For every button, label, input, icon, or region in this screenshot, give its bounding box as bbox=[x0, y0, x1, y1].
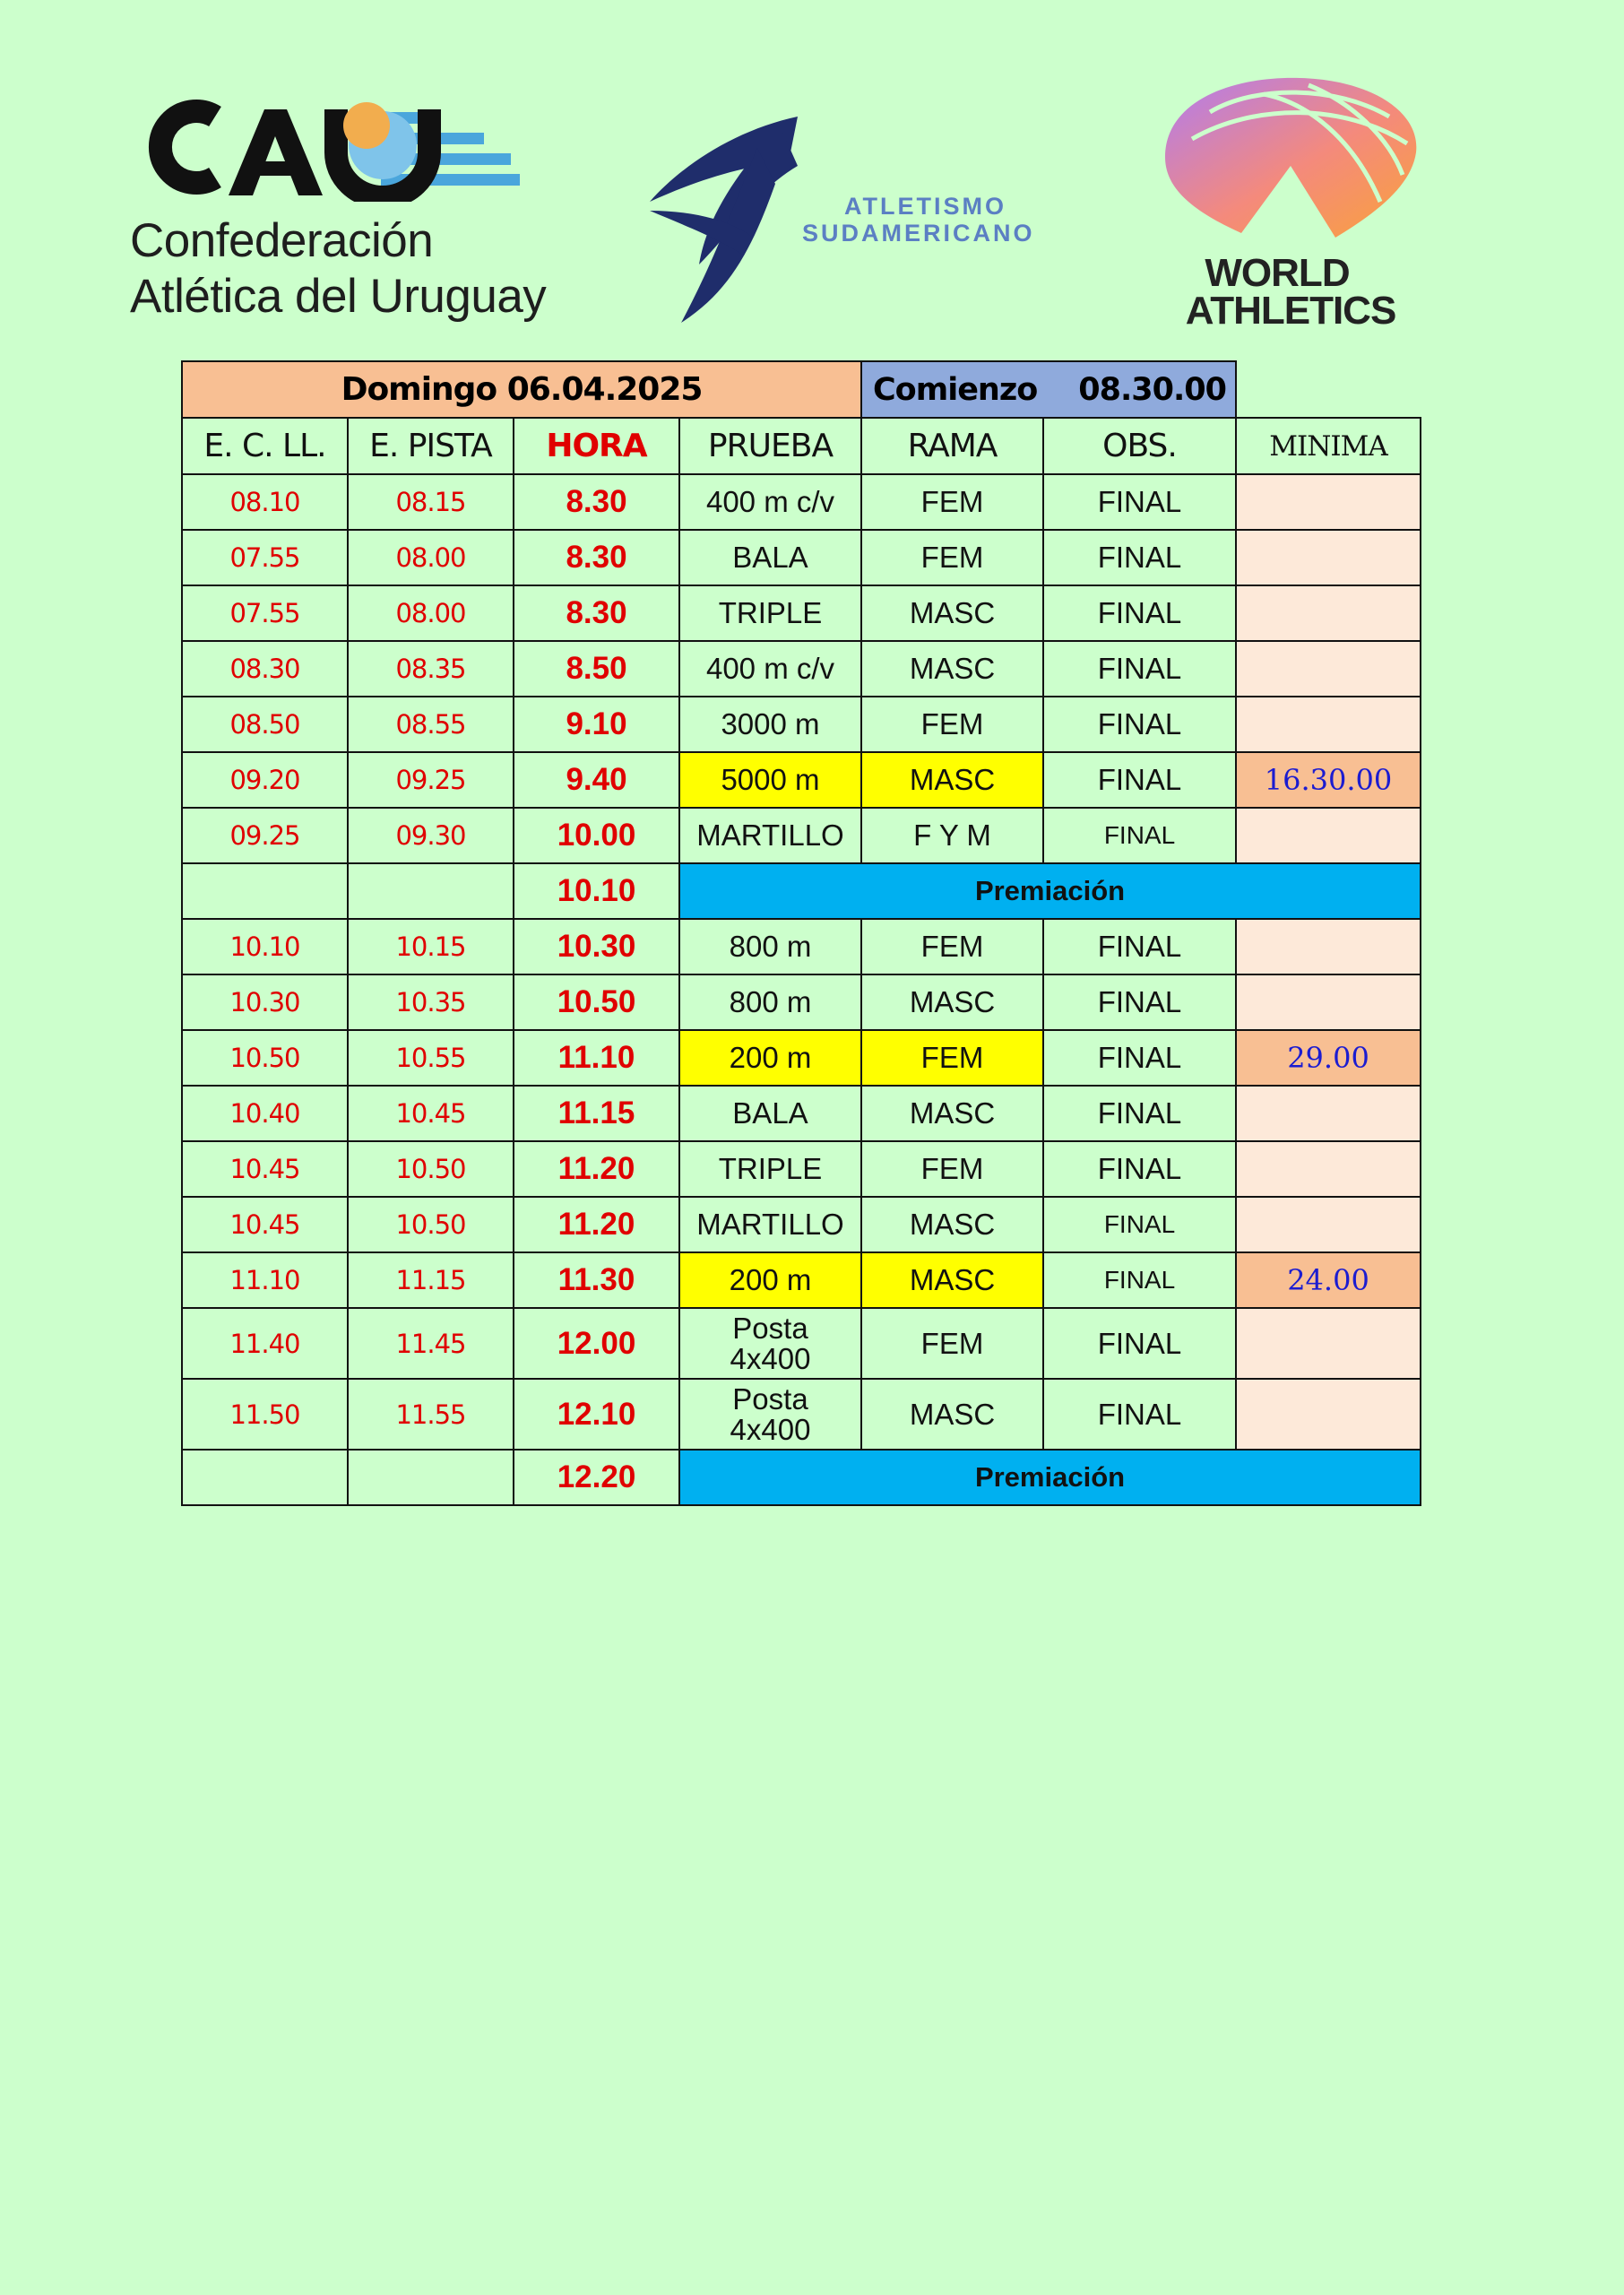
cell-epista: 08.00 bbox=[348, 530, 514, 585]
cell-ecll: 07.55 bbox=[182, 585, 348, 641]
cell-rama: MASC bbox=[861, 974, 1043, 1030]
cell-obs: FINAL bbox=[1043, 474, 1236, 530]
cell-rama: MASC bbox=[861, 1197, 1043, 1252]
cell-epista: 10.50 bbox=[348, 1197, 514, 1252]
header-row bbox=[182, 418, 1421, 474]
table-row bbox=[182, 919, 1421, 974]
cell-prueba: 200 m bbox=[679, 1252, 861, 1308]
cell-epista: 11.15 bbox=[348, 1252, 514, 1308]
table-row bbox=[182, 1086, 1421, 1141]
cell-epista: 10.15 bbox=[348, 919, 514, 974]
cell-ecll: 10.40 bbox=[182, 1086, 348, 1141]
cell-obs: FINAL bbox=[1043, 974, 1236, 1030]
cell-obs: FINAL bbox=[1043, 808, 1236, 863]
table-row bbox=[182, 697, 1421, 752]
cell-hora: 12.10 bbox=[514, 1379, 679, 1450]
cell-prueba: 800 m bbox=[679, 974, 861, 1030]
cell-minima bbox=[1236, 974, 1421, 1030]
consudatle-logo bbox=[645, 112, 1093, 327]
header-prueba: PRUEBA bbox=[679, 418, 861, 474]
cell-prueba: MARTILLO bbox=[679, 808, 861, 863]
cell-hora: 11.20 bbox=[514, 1197, 679, 1252]
cell-epista: 11.45 bbox=[348, 1308, 514, 1379]
cau-name-line1: Confederación bbox=[130, 214, 434, 267]
cell-prueba: TRIPLE bbox=[679, 585, 861, 641]
cell-rama: MASC bbox=[861, 1086, 1043, 1141]
cell-ecll: 11.10 bbox=[182, 1252, 348, 1308]
cell-hora: 10.10 bbox=[514, 863, 679, 919]
cell-minima bbox=[1236, 808, 1421, 863]
cell-epista: 09.25 bbox=[348, 752, 514, 808]
table-row bbox=[182, 1308, 1421, 1379]
cell-hora: 12.20 bbox=[514, 1450, 679, 1505]
table-row bbox=[182, 1141, 1421, 1197]
cell-epista: 08.15 bbox=[348, 474, 514, 530]
cell-obs: FINAL bbox=[1043, 585, 1236, 641]
cell-prueba: BALA bbox=[679, 1086, 861, 1141]
cell-hora: 11.10 bbox=[514, 1030, 679, 1086]
cell-ecll: 10.45 bbox=[182, 1141, 348, 1197]
cell-epista: 10.45 bbox=[348, 1086, 514, 1141]
title-row bbox=[182, 361, 1421, 418]
cell-prueba: Posta 4x400 bbox=[679, 1308, 861, 1379]
cell-obs: FINAL bbox=[1043, 1252, 1236, 1308]
cell-minima bbox=[1236, 530, 1421, 585]
cell-prueba: MARTILLO bbox=[679, 1197, 861, 1252]
cell-minima bbox=[1236, 1086, 1421, 1141]
world-athletics-text-line2: ATHLETICS bbox=[1185, 289, 1396, 333]
table-row bbox=[182, 1379, 1421, 1450]
cell-obs: FINAL bbox=[1043, 1308, 1236, 1379]
header-hora: HORA bbox=[514, 418, 679, 474]
cell-ecll: 11.50 bbox=[182, 1379, 348, 1450]
cell-obs: FINAL bbox=[1043, 1086, 1236, 1141]
cell-minima bbox=[1236, 474, 1421, 530]
cell-rama: F Y M bbox=[861, 808, 1043, 863]
cell-obs: FINAL bbox=[1043, 1030, 1236, 1086]
cell-minima bbox=[1236, 1141, 1421, 1197]
cell-ecll: 08.10 bbox=[182, 474, 348, 530]
cell-rama: FEM bbox=[861, 1308, 1043, 1379]
cau-name-line2: Atlética del Uruguay bbox=[130, 270, 547, 323]
schedule-table bbox=[181, 360, 1421, 1506]
cell-epista bbox=[348, 863, 514, 919]
cell-rama: MASC bbox=[861, 1379, 1043, 1450]
cell-rama: FEM bbox=[861, 697, 1043, 752]
start-time: 08.30.00 bbox=[1078, 371, 1226, 408]
cell-minima bbox=[1236, 1308, 1421, 1379]
cell-hora: 12.00 bbox=[514, 1308, 679, 1379]
cell-epista: 10.35 bbox=[348, 974, 514, 1030]
cell-minima: 24.00 bbox=[1236, 1252, 1421, 1308]
cell-hora: 8.30 bbox=[514, 474, 679, 530]
cell-obs: FINAL bbox=[1043, 919, 1236, 974]
header-obs: OBS. bbox=[1043, 418, 1236, 474]
table-row bbox=[182, 974, 1421, 1030]
table-row bbox=[182, 1197, 1421, 1252]
title-empty-cell bbox=[1236, 361, 1421, 418]
cell-prueba: 5000 m bbox=[679, 752, 861, 808]
cell-rama: FEM bbox=[861, 1030, 1043, 1086]
cell-epista: 08.35 bbox=[348, 641, 514, 697]
cell-ecll: 11.40 bbox=[182, 1308, 348, 1379]
cell-obs: FINAL bbox=[1043, 641, 1236, 697]
table-row bbox=[182, 585, 1421, 641]
cell-epista: 08.55 bbox=[348, 697, 514, 752]
table-row bbox=[182, 1030, 1421, 1086]
cell-rama: MASC bbox=[861, 1252, 1043, 1308]
cell-ecll: 10.30 bbox=[182, 974, 348, 1030]
world-athletics-text-line1: WORLD bbox=[1205, 251, 1350, 295]
cell-rama: MASC bbox=[861, 585, 1043, 641]
cell-ecll: 08.50 bbox=[182, 697, 348, 752]
header-ecll: E. C. LL. bbox=[182, 418, 348, 474]
world-athletics-logo bbox=[1156, 76, 1425, 336]
cell-minima bbox=[1236, 697, 1421, 752]
cell-ecll bbox=[182, 863, 348, 919]
cell-epista bbox=[348, 1450, 514, 1505]
cau-wordmark-icon bbox=[130, 90, 542, 202]
cell-epista: 08.00 bbox=[348, 585, 514, 641]
table-row bbox=[182, 1252, 1421, 1308]
cell-epista: 11.55 bbox=[348, 1379, 514, 1450]
cell-award: Premiación bbox=[679, 1450, 1421, 1505]
cell-ecll: 07.55 bbox=[182, 530, 348, 585]
cell-rama: MASC bbox=[861, 641, 1043, 697]
cell-hora: 8.30 bbox=[514, 530, 679, 585]
cell-hora: 10.00 bbox=[514, 808, 679, 863]
consudatle-text-line2: SUDAMERICANO bbox=[802, 220, 1035, 247]
cell-obs: FINAL bbox=[1043, 1197, 1236, 1252]
cell-rama: FEM bbox=[861, 1141, 1043, 1197]
header-epista: E. PISTA bbox=[348, 418, 514, 474]
cell-hora: 11.20 bbox=[514, 1141, 679, 1197]
cell-obs: FINAL bbox=[1043, 530, 1236, 585]
cell-minima bbox=[1236, 641, 1421, 697]
cell-rama: FEM bbox=[861, 530, 1043, 585]
cell-ecll: 10.45 bbox=[182, 1197, 348, 1252]
cell-hora: 8.50 bbox=[514, 641, 679, 697]
cell-rama: FEM bbox=[861, 919, 1043, 974]
start-time-cell bbox=[861, 361, 1236, 418]
cell-ecll: 09.20 bbox=[182, 752, 348, 808]
cell-prueba: 400 m c/v bbox=[679, 641, 861, 697]
cell-obs: FINAL bbox=[1043, 697, 1236, 752]
cell-hora: 9.40 bbox=[514, 752, 679, 808]
table-row bbox=[182, 530, 1421, 585]
consudatle-text-line1: ATLETISMO bbox=[844, 193, 1006, 220]
cell-hora: 10.30 bbox=[514, 919, 679, 974]
cell-rama: FEM bbox=[861, 474, 1043, 530]
cell-hora: 9.10 bbox=[514, 697, 679, 752]
cell-prueba: Posta 4x400 bbox=[679, 1379, 861, 1450]
start-label: Comienzo bbox=[873, 371, 1038, 408]
cell-prueba: 800 m bbox=[679, 919, 861, 974]
cell-ecll: 10.50 bbox=[182, 1030, 348, 1086]
cell-minima bbox=[1236, 585, 1421, 641]
cell-epista: 09.30 bbox=[348, 808, 514, 863]
world-athletics-emblem-icon bbox=[1156, 76, 1425, 247]
cell-hora: 11.30 bbox=[514, 1252, 679, 1308]
cell-prueba: 400 m c/v bbox=[679, 474, 861, 530]
cell-award: Premiación bbox=[679, 863, 1421, 919]
cell-ecll: 09.25 bbox=[182, 808, 348, 863]
schedule-date: Domingo 06.04.2025 bbox=[182, 361, 861, 418]
cell-epista: 10.50 bbox=[348, 1141, 514, 1197]
cell-hora: 10.50 bbox=[514, 974, 679, 1030]
cell-prueba: 200 m bbox=[679, 1030, 861, 1086]
table-row bbox=[182, 752, 1421, 808]
cell-obs: FINAL bbox=[1043, 1379, 1236, 1450]
cell-minima bbox=[1236, 1379, 1421, 1450]
cell-hora: 11.15 bbox=[514, 1086, 679, 1141]
cell-minima: 29.00 bbox=[1236, 1030, 1421, 1086]
table-row bbox=[182, 641, 1421, 697]
cell-minima: 16.30.00 bbox=[1236, 752, 1421, 808]
cell-hora: 8.30 bbox=[514, 585, 679, 641]
cell-prueba: BALA bbox=[679, 530, 861, 585]
table-row bbox=[182, 474, 1421, 530]
cell-epista: 10.55 bbox=[348, 1030, 514, 1086]
table-row bbox=[182, 808, 1421, 863]
header-rama: RAMA bbox=[861, 418, 1043, 474]
cau-logo bbox=[130, 90, 547, 332]
cell-ecll: 10.10 bbox=[182, 919, 348, 974]
cell-minima bbox=[1236, 919, 1421, 974]
cell-obs: FINAL bbox=[1043, 752, 1236, 808]
cell-prueba: TRIPLE bbox=[679, 1141, 861, 1197]
wing-icon bbox=[645, 112, 807, 327]
cell-prueba: 3000 m bbox=[679, 697, 861, 752]
header-minima: MINIMA bbox=[1236, 418, 1421, 474]
cell-minima bbox=[1236, 1197, 1421, 1252]
cell-ecll bbox=[182, 1450, 348, 1505]
cell-rama: MASC bbox=[861, 752, 1043, 808]
cell-obs: FINAL bbox=[1043, 1141, 1236, 1197]
award-row bbox=[182, 1450, 1421, 1505]
cell-ecll: 08.30 bbox=[182, 641, 348, 697]
award-row bbox=[182, 863, 1421, 919]
